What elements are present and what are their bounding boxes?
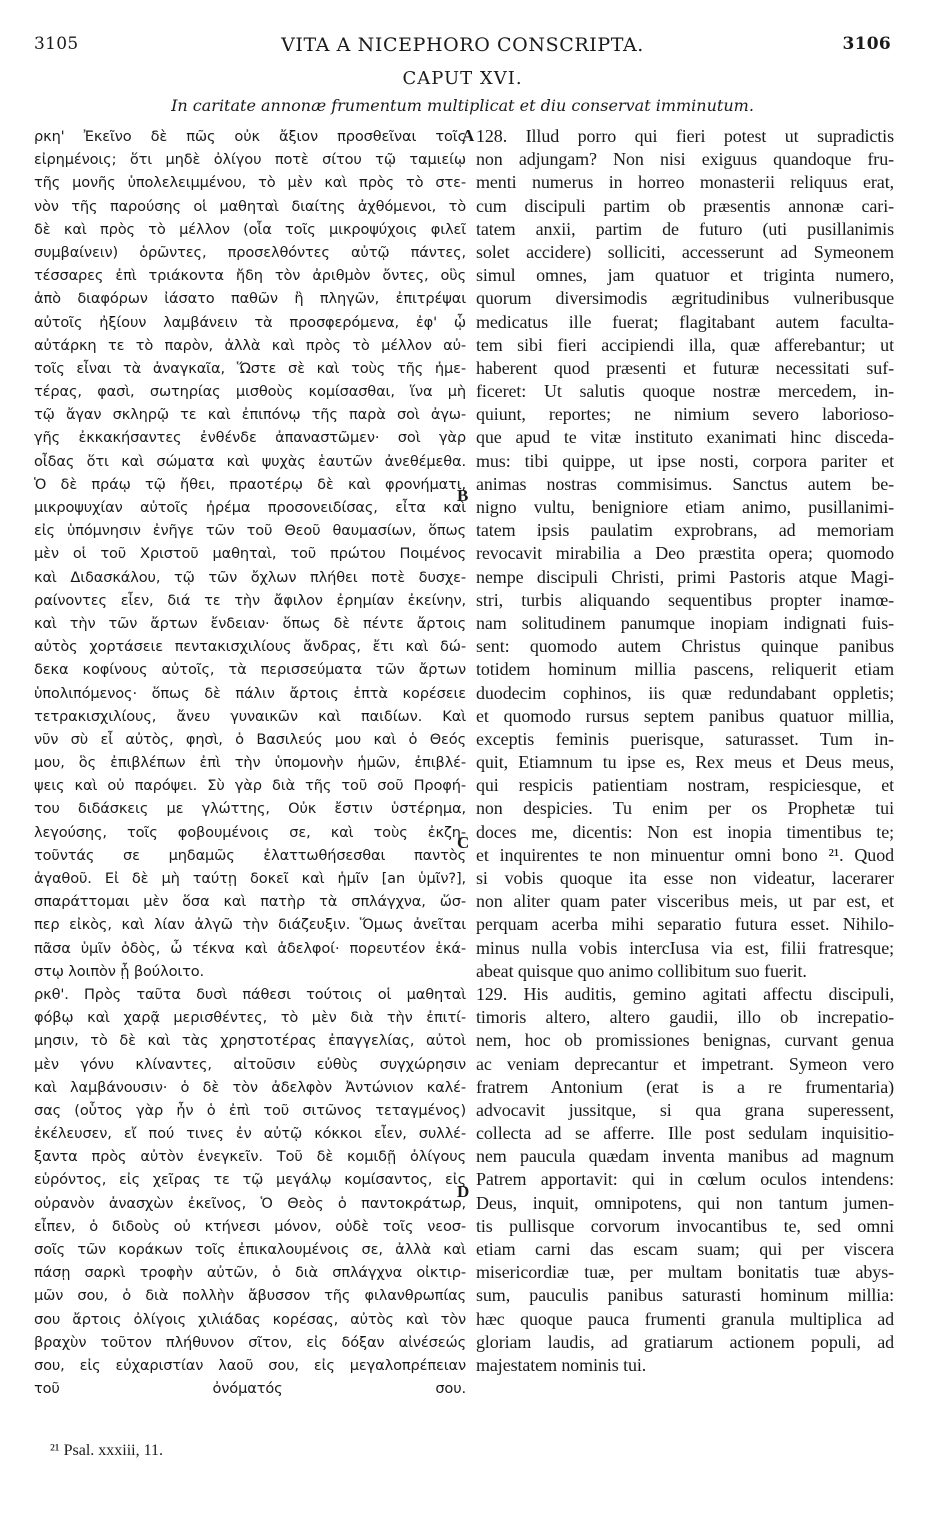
- text-line: τῆς μονῆς ὑπολελειμμένου, τὸ μὲν καὶ πρὸς τὸ στε-: [34, 174, 466, 192]
- text-line: γῆς ἐκκακήσαντες ἐνθένδε ἀπαναστῶμεν· σοὶ γὰρ: [34, 429, 466, 447]
- margin-marker-c: C: [457, 833, 470, 852]
- text-line: nempe discipuli Christi, primi Pastoris atque Magi-: [476, 566, 894, 587]
- text-line: tem sibi fieri accipiendi illa, quæ afferebantur; ut: [476, 334, 894, 355]
- text-line: si vobis quoque ita esse non videatur, lacerarer: [476, 868, 894, 888]
- text-line: αὐτάρκη τε τὸ παρὸν, ἀλλὰ καὶ πρὸς τὸ μέλλον αὐ-: [34, 336, 466, 354]
- text-line: etiam carni das escam suam; qui per viscera: [476, 1239, 894, 1259]
- text-line: συμβαίνειν) ὁρῶντες, προσελθόντες αὐτῷ πάντες,: [34, 243, 466, 261]
- text-line: duodecim cophinos, iis quæ redundabant oppletis;: [476, 682, 894, 703]
- text-line: ἀγαθοῦ. Εἰ δὲ μὴ ταύτῃ δοκεῖ καὶ ἡμῖν [an ὑμῖν?],: [34, 870, 466, 887]
- text-line: τοῖς εἶναι τὰ ἀναγκαῖα, Ὥστε σὲ καὶ τοὺς τῆς ἡμε-: [34, 359, 466, 377]
- text-line: simul omnes, jam quatuor et triginta numero,: [476, 265, 894, 286]
- text-line: αὐτὸς χορτάσειε πεντακισχιλίους ἄνδρας, ἔτι καὶ δώ-: [34, 638, 466, 656]
- text-line: quiunt, reportes; ne nimium severo laborioso-: [476, 404, 894, 425]
- text-line: ἀπὸ διαφόρων ἰάσατο παθῶν ἢ πληγῶν, ἐπιτρέψαι: [34, 290, 466, 308]
- running-title: VITA A NICEPHORO CONSCRIPTA.: [281, 34, 644, 56]
- text-line: menti numerus in horreo monasterii reliquus erat,: [476, 172, 894, 193]
- footnote: ²¹ Psal. xxxiii, 11.: [50, 1442, 164, 1459]
- greek-column: [34, 125, 469, 1400]
- text-line: minus nulla vobis intercIusa via est, filii fratresque;: [476, 937, 894, 958]
- text-line: cum discipuli partim ob præsentis annonæ cari-: [476, 195, 894, 216]
- text-line: 128. Illud porro qui fieri potest ut supradictis: [476, 126, 894, 146]
- text-line: σου, εἰς εὐχαριστίαν λαοῦ σου, εἰς μεγαλοπρέπειαν: [34, 1356, 466, 1374]
- text-line: quorum diversimodis ægritudinibus vulneribusque: [476, 288, 894, 309]
- text-line: μικροψυχίαν αὐτοῖς ἠρέμα προσονειδίσας, εἶτα καὶ: [34, 499, 466, 516]
- text-line: σου ἄρτοις ὀλίγοις χιλιάδας κορέσας, αὐτὸς καὶ τὸν: [34, 1310, 466, 1328]
- text-line: νὸν τῆς παρούσης οἱ μαθηταὶ διαίτης ἀχθόμενοι, τὸ: [34, 197, 466, 215]
- margin-marker-d: D: [457, 1182, 470, 1201]
- page-number-left: 3105: [34, 34, 79, 54]
- text-line: εἰρημένοις; ὅτι μηδὲ ὀλίγου ποτὲ σίτου τῷ ταμιείῳ: [34, 151, 466, 169]
- text-line: et inquirentes te non minuentur omni bono ²¹. Quod: [476, 844, 894, 865]
- text-line: σπαράττομαι μὲν ὅσα καὶ πατὴρ τὰ σπλάγχνα, ὥσ-: [34, 893, 466, 911]
- text-line: exceptis feminis puerisque, saturasset. Tum in-: [476, 728, 894, 749]
- text-line: sum, pauculis panibus saturasti hominum millia:: [476, 1285, 894, 1306]
- text-line: non adjungam? Non nisi exiguus quandoque fru-: [476, 149, 894, 170]
- text-line: τετρακισχιλίους, ἄνευ γυναικῶν καὶ παιδίων. Καὶ: [34, 707, 466, 725]
- text-line: μῶν σου, ὁ διὰ πολλὴν ἄβυσσον τῆς φιλανθρωπίας: [34, 1287, 466, 1305]
- text-line: Deus, inquit, omnipotens, qui non tantum jumen-: [476, 1192, 894, 1213]
- text-line: οἶδας ὅτι καὶ σώματα καὶ ψυχὰς ἑαυτῶν ἀνεθέμεθα.: [34, 452, 466, 470]
- margin-marker-a: A: [462, 126, 475, 145]
- text-line: quit, Etiamnum tu ipse es, Rex meus et Deus meus,: [476, 752, 894, 773]
- text-line: advocavit jussitque, si qua grana superessent,: [476, 1099, 894, 1120]
- page-number-right: 3106: [842, 34, 891, 54]
- text-line: Ὁ δὲ πράῳ τῷ ἤθει, πραοτέρῳ δὲ καὶ φρονήματι,: [34, 475, 466, 493]
- text-line: timoris altero, altero gaudii, illo ob increpatio-: [476, 1007, 894, 1028]
- text-line: τοῦ ὀνόματός σου.: [34, 1380, 466, 1398]
- text-line: νῦν σὺ εἶ αὐτὸς, φησὶ, ὁ Βασιλεύς μου καὶ ὁ Θεός: [34, 730, 466, 748]
- text-line: totidem hominum millia pascens, reliquerit etiam: [476, 659, 894, 680]
- text-line: non despicies. Tu enim per os Prophetæ tui: [476, 798, 894, 819]
- text-line: μὲν οἱ τοῦ Χριστοῦ μαθηταὶ, τοῦ πρώτου Ποιμένος: [34, 545, 466, 563]
- text-line: τέρας, φασὶ, σωτηρίας μισθοὺς κομίσασθαι, ἵνα μὴ: [34, 383, 466, 401]
- latin-column: [476, 125, 894, 1377]
- text-line: fratrem Antonium (erat is a re frumentaria): [476, 1076, 894, 1097]
- text-line: ψεις καὶ οὐ παρόψει. Σὺ γὰρ διὰ τῆς τοῦ σοῦ Προφή-: [34, 777, 466, 795]
- text-line: que apud te vitæ instituto exanimati hinc disceda-: [476, 427, 894, 448]
- text-line: ρκη' Ἐκεῖνο δὲ πῶς οὐκ ἄξιον προσθεῖναι τοῖς: [34, 128, 466, 145]
- text-line: tatem ipsis paulatim exprobrans, ad memoriam: [476, 520, 894, 541]
- text-line: perquam acerba mihi separatio futura esset. Nihilo-: [476, 914, 894, 935]
- text-line: mus: tibi quippe, ut ipse nosti, corpora pariter et: [476, 450, 894, 471]
- text-line: οὐρανὸν ἀνασχὼν ἐκεῖνος, Ὁ Θεὸς ὁ παντοκράτωρ,: [34, 1194, 466, 1212]
- text-line: non aliter quam pater visceribus meis, ut par est, et: [476, 891, 894, 912]
- text-line: haberent quod præsenti et futuræ necessitati suf-: [476, 357, 894, 378]
- text-line: καὶ τὴν τῶν ἄρτων ἔνδειαν· ὅπως δὲ πέντε ἄρτοις: [34, 614, 466, 632]
- text-line: misericordiæ tuæ, per multam bonitatis tuæ abys-: [476, 1262, 894, 1283]
- text-line: nigno vultu, benigniore etiam animo, pusillanimi-: [476, 497, 894, 517]
- text-line: hæc quoque pauca frumenti granula multiplica ad: [476, 1308, 894, 1329]
- chapter-heading: CAPUT XVI.: [402, 68, 523, 89]
- text-line: βραχὺν τοῦτον πλήθυνον σῖτον, εἰς δόξαν αἰνέσεώς: [34, 1333, 466, 1351]
- text-line: λεγούσης, τοῖς φοβουμένοις σε, καὶ τοὺς ἐκζη-: [34, 823, 466, 841]
- text-line: majestatem nominis tui.: [476, 1354, 647, 1375]
- text-line: tatem anxii, partim de futuro (uti pusillanimis: [476, 218, 894, 239]
- text-line: abeat quisque quo animo collibitum suo fuerit.: [476, 960, 807, 981]
- text-line: καὶ λαμβάνουσιν· ὁ δὲ τὸν ἀδελφὸν Ἀντώνιον καλέ-: [34, 1078, 466, 1096]
- margin-marker-b: B: [457, 486, 469, 505]
- text-line: stri, turbis aliquando sequentibus propter inamœ-: [476, 589, 894, 610]
- text-line: μὲν γόνυ κλίναντες, αἰτοῦσιν εὐθὺς συγχώρησιν: [34, 1055, 466, 1073]
- text-line: nem, hoc ob promissiones benignas, curvant genua: [476, 1030, 894, 1051]
- text-line: εἶπεν, ὁ διδοὺς οὐ κτήνεσι μόνον, οὐδὲ τοῖς νεοσ-: [34, 1217, 466, 1235]
- text-line: τῷ ἄγαν σκληρῷ τε καὶ ἐπιπόνῳ τῆς παρὰ σοὶ ἀγω-: [34, 406, 466, 424]
- text-line: φόβῳ καὶ χαρᾷ μερισθέντες, τὸ μὲν διὰ τὴν ἐπιτί-: [34, 1009, 466, 1027]
- text-line: ficeret: Ut salutis quoque nostræ mercedem, in-: [476, 381, 894, 402]
- text-line: ὑπολιπόμενος· ὅπως δὲ πάλιν ἄρτοις ἑπτὰ κορέσειε: [34, 684, 466, 702]
- text-line: nem paucula quædam inventa manibus ad magnum: [476, 1146, 894, 1167]
- text-line: εὑρόντος, εἰς χεῖρας τε τῷ μεγάλῳ κομίσαντος, εἰς: [34, 1171, 466, 1189]
- text-line: πᾶσα ὑμῖν ὁδὸς, ὦ τέκνα καὶ ἀδελφοί· πορευτέον ἑκά-: [34, 939, 466, 957]
- text-line: ξαντα πρὸς αὐτὸν ἐνεγκεῖν. Τοῦ δὲ κομιδῇ ὀλίγους: [34, 1148, 466, 1166]
- text-line: doces me, dicentis: Non est inopia timentibus te;: [476, 821, 894, 842]
- text-line: σοῖς τῶν κοράκων τοῖς ἐπικαλουμένοις σε, ἀλλὰ καὶ: [34, 1241, 466, 1258]
- text-line: αὐτοῖς ἠξίουν λαμβάνειν τὰ προσφερόμενα, ἐφ' ᾧ: [34, 313, 466, 331]
- text-line: ac veniam deprecantur et impetrant. Symeon vero: [476, 1053, 894, 1074]
- text-line: ἐκέλευσεν, εἴ πού τινες ἐν αὐτῷ κόκκοι εἶεν, συλλέ-: [34, 1125, 466, 1143]
- text-line: Patrem apportavit: qui in cœlum oculos intendens:: [476, 1169, 894, 1190]
- chapter-subtitle: In caritate annonæ frumentum multiplicat et diu conservat imminutum.: [171, 96, 754, 115]
- text-line: gloriam laudis, ad gratiarum actionem populi, ad: [476, 1331, 894, 1352]
- text-line: collecta ad se afferre. Ille post sedulam inquisitio-: [476, 1123, 894, 1144]
- text-line: medicatus ille fuerat; flagitabant autem faculta-: [476, 311, 894, 332]
- text-line: nam solitudinem panumque inopiam indignati fuis-: [476, 612, 894, 633]
- text-line: του διδάσκεις με γλώττης, Οὐκ ἔστιν ὑστέρημα,: [34, 800, 466, 818]
- text-line: solet accidere) solliciti, accesserunt ad Symeonem: [476, 241, 894, 262]
- text-line: animas nostras commisimus. Sanctus autem be-: [476, 473, 894, 494]
- text-line: εἰς ὑπόμνησιν ἐνῆγε τῶν τοῦ Θεοῦ θαυμασίων, ὅπως: [34, 522, 466, 540]
- text-line: ραίνοντες εἶεν, διά τε τὴν ἄφιλον ἐρημίαν ἐκείνην,: [34, 591, 466, 609]
- text-line: στῳ λοιπὸν ᾗ βούλοιτο.: [34, 962, 205, 980]
- text-line: δεκα κοφίνους αὐτοῖς, τὰ περισσεύματα τῶν ἄρτων: [34, 661, 466, 679]
- text-line: τοῦντάς σε μηδαμῶς ἐλαττωθήσεσθαι παντὸς: [34, 846, 466, 864]
- text-line: πάσῃ σαρκὶ τροφὴν αὐτῶν, ὁ διὰ σπλάγχνα οἰκτιρ-: [34, 1264, 466, 1282]
- text-line: μησιν, τὸ δὲ καὶ τὰς χρηστοτέρας ἐπαγγελίας, αὐτοὶ: [34, 1032, 466, 1050]
- text-line: tis pullisque corvorum invocantibus te, sed omni: [476, 1215, 894, 1236]
- text-line: 129. His auditis, gemino agitati affectu discipuli,: [476, 983, 894, 1004]
- text-line: περ εἰκὸς, καὶ λίαν ἀλγῶ τὴν διάζευξιν. Ὅμως ἀνεῖται: [34, 916, 466, 934]
- text-line: sent: quomodo autem Christus quinque panibus: [476, 636, 894, 657]
- page-header: [0, 34, 925, 64]
- text-line: ρκθ'. Πρὸς ταῦτα δυσὶ πάθεσι τούτοις οἱ μαθηταὶ: [34, 985, 466, 1003]
- text-line: τέσσαρες ἐπὶ τριάκοντα ἤδη τὸν ἀριθμὸν ὄντες, οὓς: [34, 267, 466, 285]
- text-line: qui respicis patientiam nostram, respiciesque, et: [476, 775, 894, 796]
- text-line: μου, ὃς ἐπιβλέπων ἐπὶ τὴν ὑπομονὴν ἡμῶν, ἐπιβλέ-: [34, 754, 466, 772]
- text-line: revocavit mirabilia a Deo præstita opera; quomodo: [476, 543, 894, 564]
- text-line: σας (οὗτος γὰρ ἦν ὁ ἐπὶ τοῦ σιτῶνος τεταγμένος): [34, 1101, 466, 1119]
- text-line: καὶ Διδασκάλου, τῷ τῶν ὄχλων πλήθει ποτὲ δυσχε-: [34, 568, 466, 586]
- text-line: et quomodo rursus septem panibus quatuor millia,: [476, 705, 894, 726]
- text-line: δὲ καὶ πρὸς τὸ μέλλον (οἷα τοῖς μικροψύχοις φιλεῖ: [34, 220, 466, 238]
